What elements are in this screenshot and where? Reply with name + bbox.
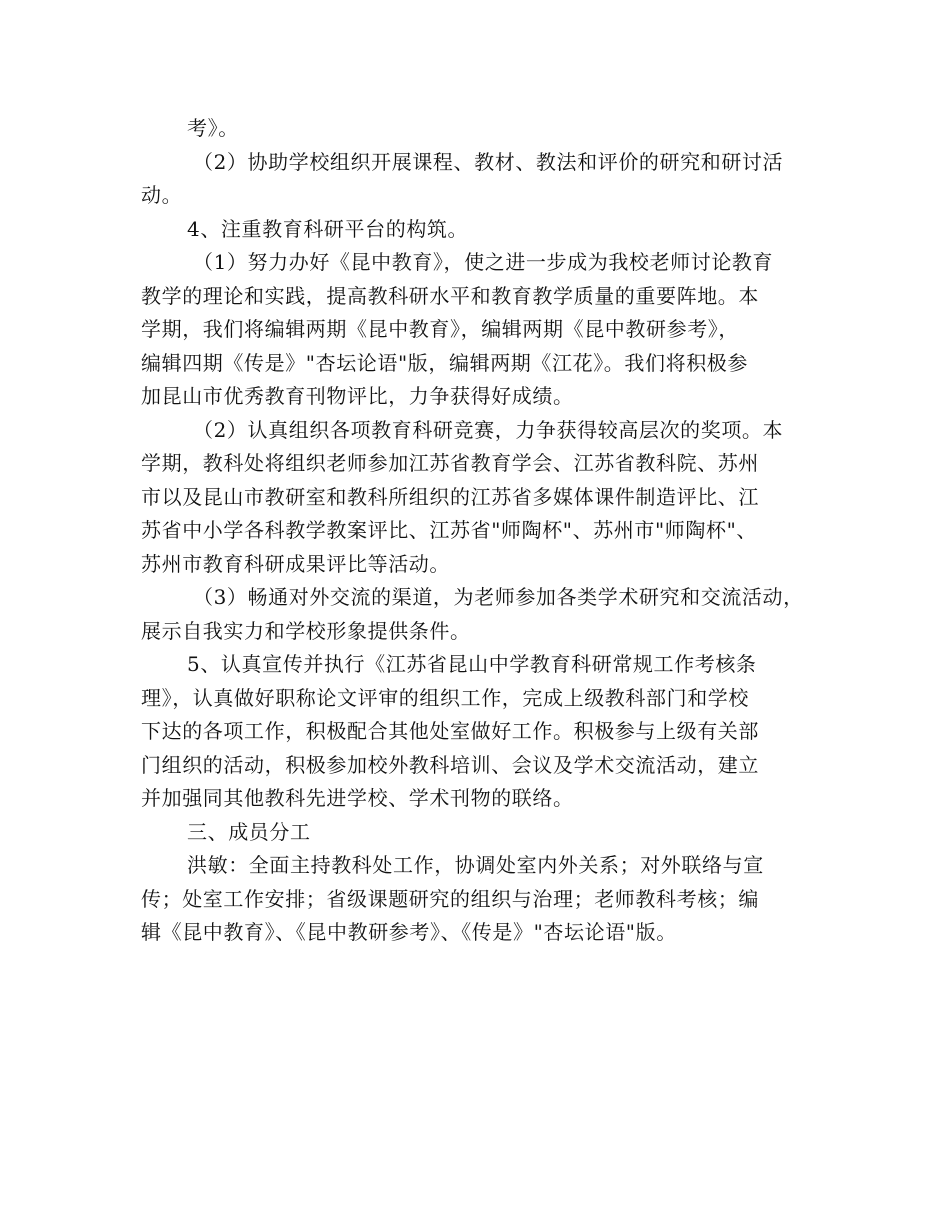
text-line: 动。 xyxy=(141,183,183,207)
text-line: 传；处室工作安排；省级课题研究的组织与治理；老师教科考核；编 xyxy=(141,886,759,911)
text-line: 门组织的活动，积极参加校外教科培训、会议及学术交流活动，建立 xyxy=(141,752,759,777)
section-heading: 三、成员分工 xyxy=(187,819,311,844)
text-line: 考》。 xyxy=(187,116,239,140)
text-line: 辑《昆中教育》、《昆中教研参考》、《传是》"杏坛论语"版。 xyxy=(141,920,677,944)
text-line: 并加强同其他教科先进学校、学术刊物的联络。 xyxy=(141,786,574,810)
text-line: 下达的各项工作，积极配合其他处室做好工作。积极参与上级有关部 xyxy=(141,719,759,743)
text-line: 加昆山市优秀教育刊物评比，力争获得好成绩。 xyxy=(141,384,574,408)
text-line: 学期，我们将编辑两期《昆中教育》，编辑两期《昆中教研参考》， xyxy=(141,317,739,341)
text-line: 苏省中小学各科教学教案评比、江苏省"师陶杯"、苏州市"师陶杯"、 xyxy=(141,518,757,542)
text-line: 理》，认真做好职称论文评审的组织工作，完成上级教科部门和学校 xyxy=(141,685,749,710)
text-line: 苏州市教育科研成果评比等活动。 xyxy=(141,551,450,576)
text-line: 学期，教科处将组织老师参加江苏省教育学会、江苏省教科院、苏州 xyxy=(141,451,759,475)
section-heading: 4、注重教育科研平台的构筑。 xyxy=(187,216,469,241)
text-line: 市以及昆山市教研室和教科所组织的江苏省多媒体课件制造评比、江 xyxy=(141,484,759,509)
text-line: （2）协助学校组织开展课程、教材、教法和评价的研究和研讨活 xyxy=(193,149,784,174)
text-line: （3）畅通对外交流的渠道，为老师参加各类学术研究和交流活动， xyxy=(193,585,804,609)
text-line: 编辑四期《传是》"杏坛论语"版，编辑两期《江花》。我们将积极参 xyxy=(141,350,748,375)
text-line: （2）认真组织各项教育科研竞赛，力争获得较高层次的奖项。本 xyxy=(193,417,784,442)
document-body xyxy=(141,112,821,950)
text-line: 展示自我实力和学校形象提供条件。 xyxy=(141,618,471,643)
text-line: 洪敏：全面主持教科处工作，协调处室内外关系；对外联络与宣 xyxy=(187,853,764,877)
text-line: 教学的理论和实践，提高教科研水平和教育教学质量的重要阵地。本 xyxy=(141,283,759,308)
text-line: （1）努力办好《昆中教育》，使之进一步成为我校老师讨论教育 xyxy=(193,250,774,274)
text-line: 5、认真宣传并执行《江苏省昆山中学教育科研常规工作考核条 xyxy=(187,652,757,676)
